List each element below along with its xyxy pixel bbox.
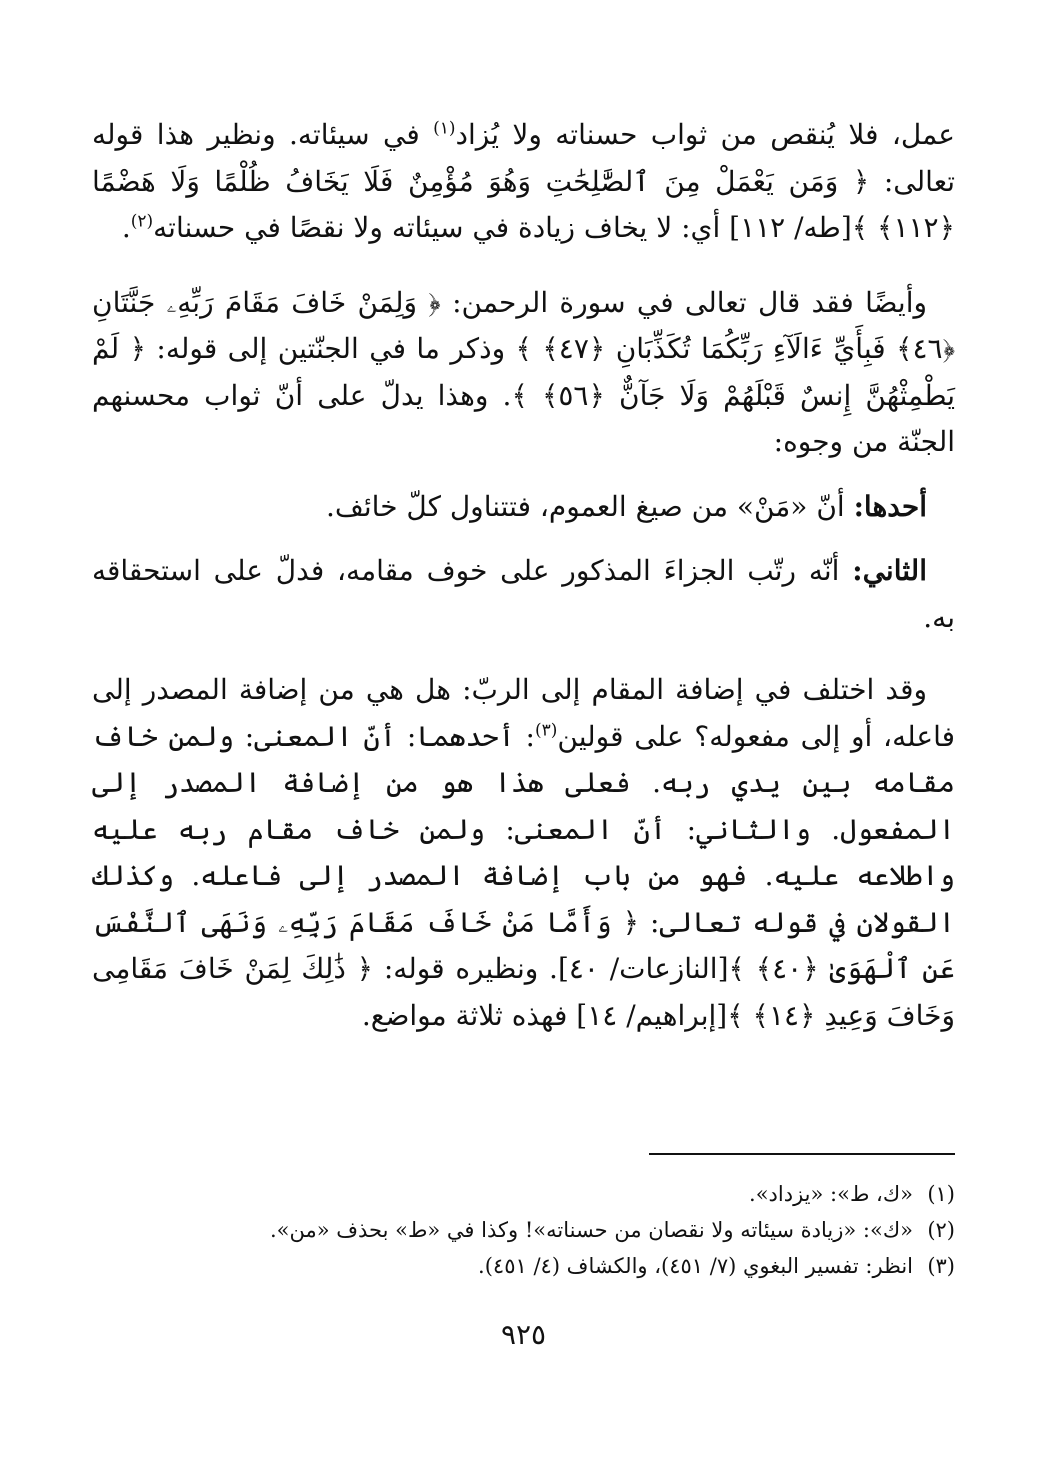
quran-verse: ﴿ ذَٰلِكَ لِمَنْ خَافَ مَقَامِى وَخَافَ وَعِيدِ ﴿١٤﴾ ﴾ (92, 952, 955, 1032)
text-run: وذكر ما في الجنّتين إلى قوله: (146, 332, 516, 365)
footnote-3 (92, 1248, 955, 1284)
text-run: أنّه رتّب الجزاءَ المذكور على خوف مقامه، فدلّ على استحقاقه به. (92, 554, 955, 634)
footnote-1 (92, 1176, 955, 1212)
footnote-number: (٣) (927, 1254, 955, 1278)
text-run: [النازعات/ ٤٠]. ونظيره قوله: (373, 952, 729, 985)
footnote-text: «ك، ط»: «يزداد». (749, 1182, 913, 1206)
quran-verse: ﴿ لَمْ يَطْمِثْهُنَّ إِنسٌ قَبْلَهُمْ وَلَا جَآنٌّ ﴿٥٦﴾ ﴾ (92, 332, 955, 412)
text-run: أنّ «مَنْ» من صيغ العموم، فتتناول كلّ خائف. (325, 489, 854, 523)
quran-verse: ﴿ وَأَمَّا مَنْ خَافَ مَقَامَ رَبِّهِۦ وَنَهَى ٱلنَّفْسَ عَنِ ٱلْهَوَىٰ ﴿٤٠﴾ ﴾ (92, 905, 955, 985)
footnote-marker-2: (٢) (130, 211, 154, 232)
footnote-marker-1: (١) (433, 118, 456, 139)
text-run: . وهذا يدلّ على أنّ ثواب محسنهم الجنّة من وجوه: (92, 378, 955, 458)
paragraph-1 (92, 112, 955, 252)
text-run: : أحدهما: أنّ المعنى: ولمن خاف مقامه بين يدي ربه. فعلى هذا هو من إضافة المصدر إلى المفعول. والثاني: أنّ المعنى: ولمن خاف مقام ربه عليه واطلاعه عليه. فهو من باب إضافة المصدر إلى فاعله. وكذلك القولان في قوله تعالى: (92, 719, 955, 939)
footnote-text: «ك»: «زيادة سيئاته ولا نقصان من حسناته»! وكذا في «ط» بحذف «من». (269, 1218, 913, 1242)
footnote-number: (٢) (927, 1218, 955, 1242)
paragraph-4 (92, 548, 955, 641)
text-run: وأيضًا فقد قال تعالى في سورة الرحمن: (440, 285, 928, 319)
text-run: في سيئاته. ونظير هذا قوله تعالى: (92, 118, 955, 198)
text-run: عمل، فلا يُنقص من ثواب حسناته ولا يُزاد (455, 118, 955, 151)
main-text (92, 112, 955, 1039)
footnote-marker-3: (٣) (534, 720, 558, 741)
paragraph-3 (92, 484, 955, 531)
footnote-2 (92, 1212, 955, 1248)
quran-verse: ﴿ وَلِمَنْ خَافَ مَقَامَ رَبِّهِۦ جَنَّتَانِ ﴿٤٦﴾ فَبِأَيِّ ءَالَآءِ رَبِّكُمَا تُكَذِّبَانِ ﴿٤٧﴾ ﴾ (92, 285, 955, 365)
quran-verse: ﴿ وَمَن يَعْمَلْ مِنَ ٱلصَّٰلِحَٰتِ وَهُوَ مُؤْمِنٌ فَلَا يَخَافُ ظُلْمًا وَلَا هَضْمًا ﴿١١٢﴾ ﴾ (92, 164, 955, 244)
footnotes (92, 1176, 955, 1284)
text-run: وقد اختلف في إضافة المقام إلى الربّ: هل هي من إضافة المصدر إلى فاعله، أو إلى مفعوله؟ على قولين (92, 673, 955, 753)
text-run: [طه/ ١١٢] أي: لا يخاف زيادة في سيئاته ولا نقصًا في حسناته (153, 211, 852, 244)
paragraph-5 (92, 667, 955, 1039)
point-heading: أحدها: (853, 489, 927, 523)
text-run: [إبراهيم/ ١٤] فهذه ثلاثة مواضع. (361, 998, 728, 1032)
point-heading: الثاني: (852, 554, 927, 587)
footnote-number: (١) (927, 1182, 955, 1206)
text-run: . (121, 211, 131, 244)
footnote-text: انظر: تفسير البغوي (٧/ ٤٥١)، والكشاف (٤/ ٤٥١). (478, 1254, 913, 1278)
paragraph-2 (92, 280, 955, 466)
footnote-divider (649, 1153, 955, 1155)
page-number: ٩٢٥ (500, 1318, 547, 1351)
